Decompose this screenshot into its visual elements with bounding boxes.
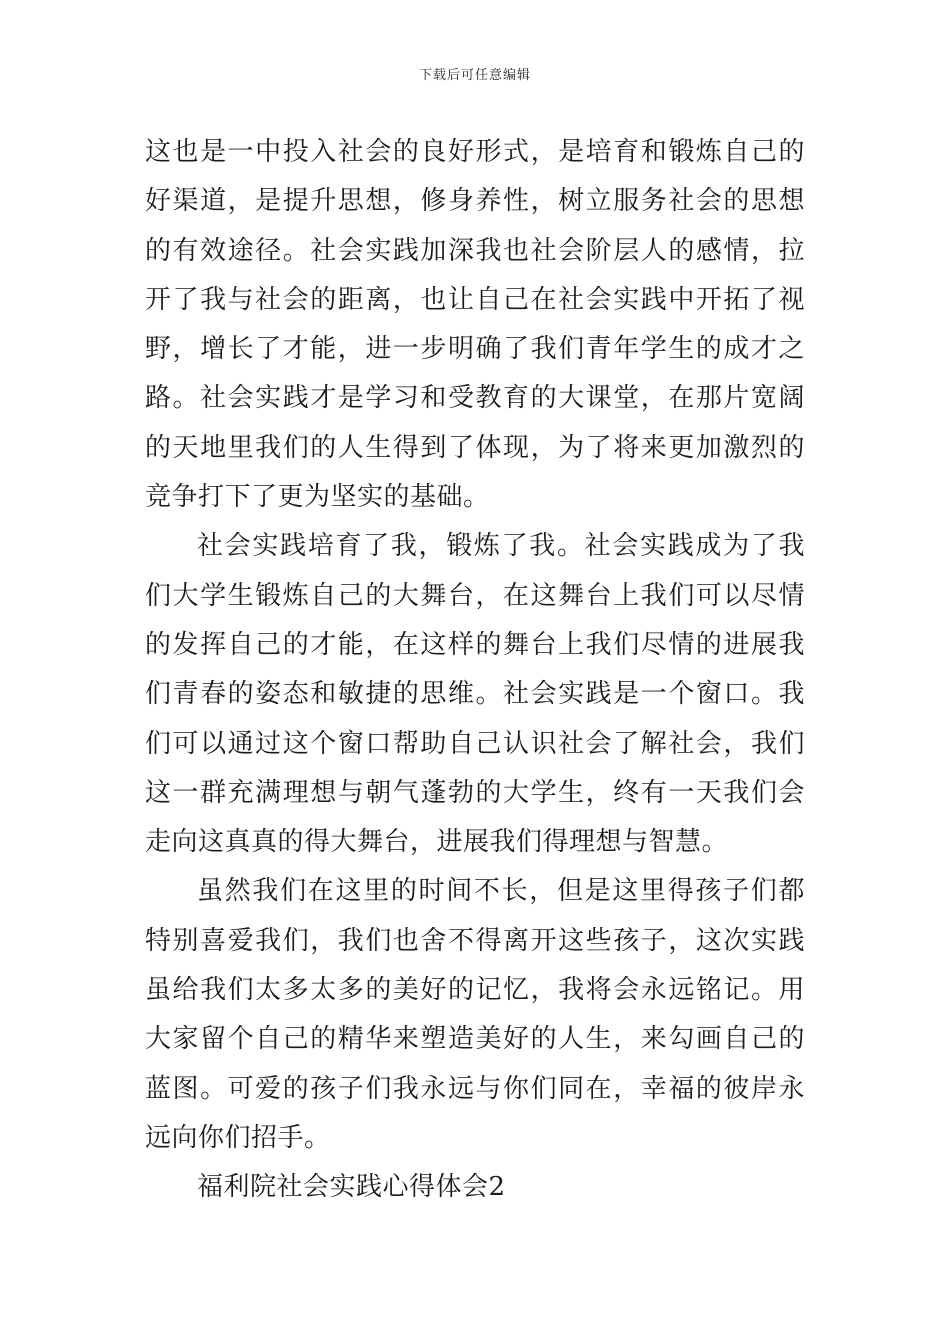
document-body — [145, 128, 805, 1213]
body-paragraph-3: 虽然我们在这里的时间不长，但是这里得孩子们都特别喜爱我们，我们也舍不得离开这些孩子，这次实践虽给我们太多太多的美好的记忆，我将会永远铭记。用大家留个自己的精华来塑造美好的人生，来勾画自己的蓝图。可爱的孩子们我永远与你们同在，幸福的彼岸永远向你们招手。 — [145, 876, 805, 1153]
body-paragraph-1: 这也是一中投入社会的良好形式，是培育和锻炼自己的好渠道，是提升思想，修身养性，树立服务社会的思想的有效途径。社会实践加深我也社会阶层人的感情，拉开了我与社会的距离，也让自己在社会实践中开拓了视野，增长了才能，进一步明确了我们青年学生的成才之路。社会实践才是学习和受教育的大课堂，在那片宽阔的天地里我们的人生得到了体现，为了将来更加激烈的竞争打下了更为坚实的基础。 — [145, 137, 805, 513]
body-paragraph-2: 社会实践培育了我，锻炼了我。社会实践成为了我们大学生锻炼自己的大舞台，在这舞台上我们可以尽情的发挥自己的才能，在这样的舞台上我们尽情的进展我们青春的姿态和敏捷的思维。社会实践是一个窗口。我们可以通过这个窗口帮助自己认识社会了解社会，我们这一群充满理想与朝气蓬勃的大学生，终有一天我们会走向这真真的得大舞台，进展我们得理想与智慧。 — [145, 531, 805, 858]
page-header-note: 下载后可任意编辑 — [418, 68, 531, 83]
section-title: 福利院社会实践心得体会2 — [197, 1172, 506, 1203]
